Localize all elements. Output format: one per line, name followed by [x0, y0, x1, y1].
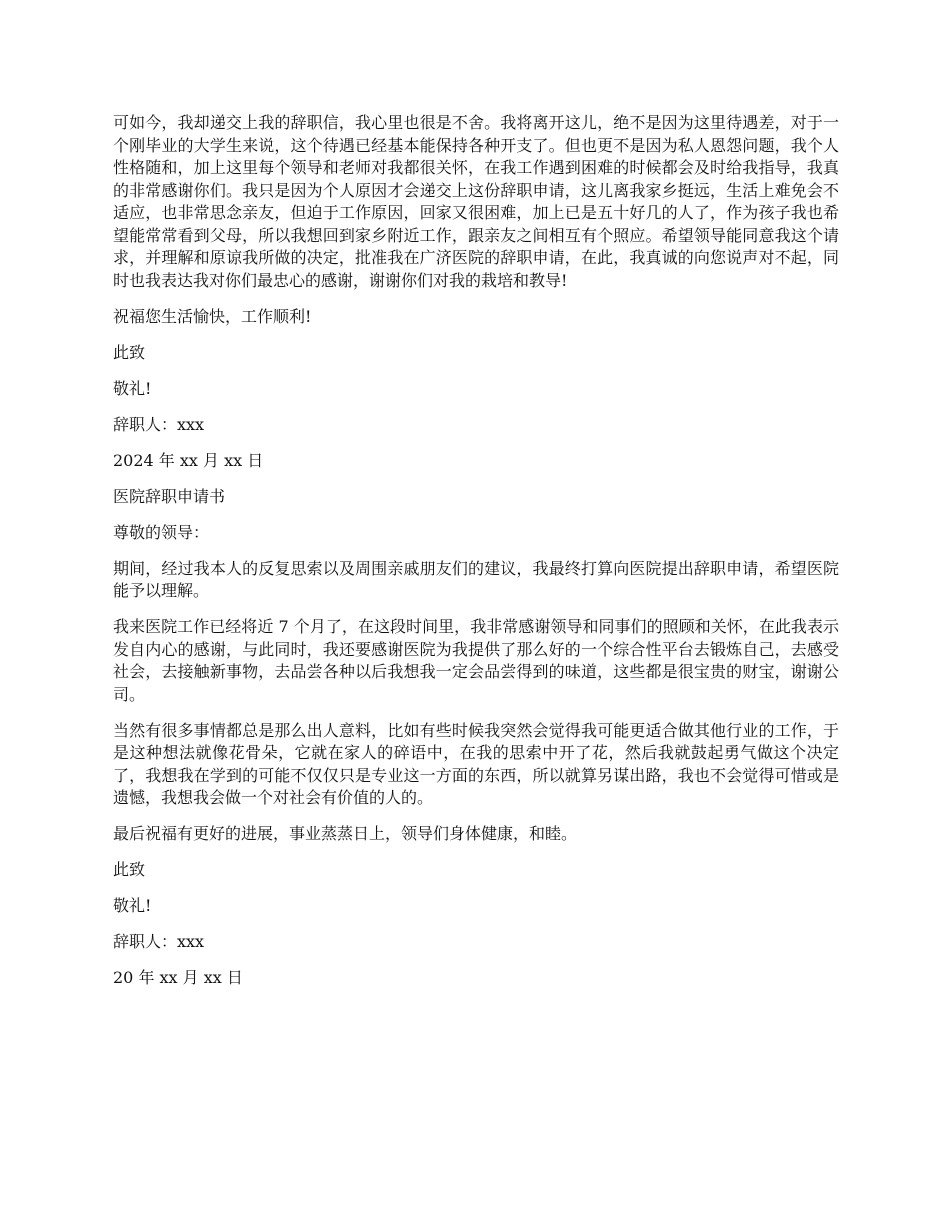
paragraph-signature-1: 辞职人：xxx: [113, 414, 205, 434]
document-page: [113, 112, 839, 1003]
paragraph-intro: 期间，经过我本人的反复思索以及周围亲戚朋友们的建议，我最终打算向医院提出辞职申请，希望医院能予以理解。: [113, 558, 839, 600]
paragraph-date-1: 2024 年 xx 月 xx 日: [113, 450, 264, 470]
paragraph-salute-2: 敬礼!: [113, 896, 152, 915]
paragraph-letter-body: 可如今，我却递交上我的辞职信，我心里也很是不舍。我将离开这儿，绝不是因为这里待遇差，对于一个刚毕业的大学生来说，这个待遇已经基本能保持各种开支了。但也更不是因为私人恩怨问题，我个人性格随和，加上这里每个领导和老师对我都很关怀，在我工作遇到困难的时候都会及时给我指导，我真的非常感谢你们。我只是因为个人原因才会递交上这份辞职申请，这儿离我家乡挺远，生活上难免会不适应，也非常思念亲友，但迫于工作原因，回家又很困难，加上已是五十好几的人了，作为孩子我也希望能常常看到父母，所以我想回到家乡附近工作，跟亲友之间相互有个照应。希望领导能同意我这个请求，并理解和原谅我所做的决定，批准我在广济医院的辞职申请，在此，我真诚的向您说声对不起，同时也我表达我对你们最忠心的感谢，谢谢你们对我的栽培和教导!: [113, 113, 839, 290]
paragraph-reason: 当然有很多事情都总是那么出人意料，比如有些时候我突然会觉得我可能更适合做其他行业的工作，于是这种想法就像花骨朵，它就在家人的碎语中，在我的思索中开了花，然后我就鼓起勇气做这个决定了，我想我在学到的可能不仅仅只是专业这一方面的东西，所以就算另谋出路，我也不会觉得可惜或是遗憾，我想我会做一个对社会有价值的人的。: [113, 720, 839, 807]
paragraph-closing-1: 此致: [113, 342, 146, 362]
paragraph-gratitude: 我来医院工作已经将近 7 个月了，在这段时间里，我非常感谢领导和同事们的照顾和关怀，在此我表示发自内心的感谢，与此同时，我还要感谢医院为我提供了那么好的一个综合性平台去锻炼自己，去感受社会，去接触新事物，去品尝各种以后我想我一定会品尝得到的味道，这些都是很宝贵的财宝，谢谢公司。: [113, 617, 839, 704]
paragraph-salute-1: 敬礼!: [113, 378, 152, 398]
section-title: 医院辞职申请书: [113, 486, 226, 506]
paragraph-date-2: 20 年 xx 月 xx 日: [113, 968, 243, 987]
paragraph-salutation: 尊敬的领导：: [113, 522, 210, 542]
paragraph-closing-2: 此致: [113, 860, 146, 879]
paragraph-final-wish: 最后祝福有更好的进展，事业蒸蒸日上，领导们身体健康，和睦。: [113, 824, 578, 843]
paragraph-signature-2: 辞职人：xxx: [113, 932, 205, 951]
paragraph-blessing: 祝福您生活愉快，工作顺利!: [113, 306, 312, 326]
